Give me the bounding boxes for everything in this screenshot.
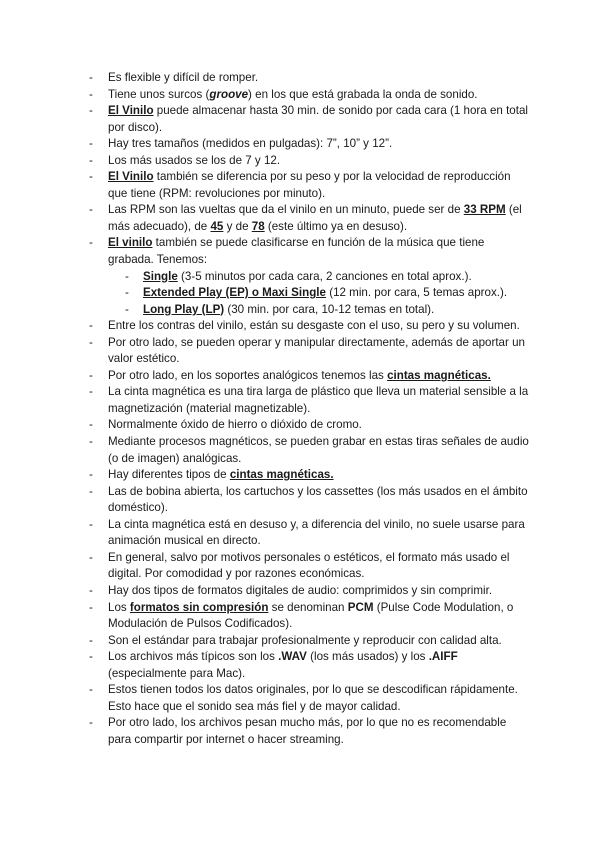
list-item [89, 633, 529, 650]
emphasized-text: groove [209, 87, 249, 101]
list-item [89, 583, 529, 600]
body-text: ) en los que está grabada la onda de sonido. [248, 87, 478, 101]
body-text: (este último ya en desuso). [264, 219, 408, 233]
body-text: En general, salvo por motivos personales o estéticos, el formato más usado el digital. Por comodidad y por razones económicas. [108, 550, 510, 581]
body-text: Son el estándar para trabajar profesionalmente y reproducir con calidad alta. [108, 633, 502, 647]
sub-list-item [89, 285, 529, 302]
body-text: también se diferencia por su peso y por la velocidad de reproducción que tiene (RPM: revoluciones por minuto). [108, 170, 511, 200]
list-item [89, 434, 529, 467]
emphasized-text: .WAV [278, 650, 307, 664]
list-item [89, 484, 529, 517]
bullet-list [89, 70, 529, 748]
body-text: Por otro lado, los archivos pesan mucho más, por lo que no es recomendable para compartir por internet o hacer streaming. [108, 716, 507, 746]
emphasized-text: Long Play (LP) [143, 302, 225, 316]
body-text: (los más usados) y los [306, 650, 429, 664]
emphasized-text: 33 RPM [463, 203, 506, 217]
body-text: (3-5 minutos por cada cara, 2 canciones en total aprox.). [177, 269, 472, 283]
emphasized-text: Single [143, 269, 178, 283]
body-text: Las de bobina abierta, los cartuchos y los cassettes (los más usados en el ámbito doméstico). [108, 484, 528, 515]
body-text: Hay diferentes tipos de [108, 468, 230, 482]
body-text: Los más usados se los de 7 y 12. [108, 153, 281, 167]
emphasized-text: El Vinilo [108, 170, 154, 184]
emphasized-text: Extended Play (EP) o Maxi Single [143, 286, 326, 300]
body-text: Los [108, 600, 130, 614]
body-text: (especialmente para Mac). [108, 666, 246, 680]
body-text: puede almacenar hasta 30 min. de sonido por cada cara (1 hora en total por disco). [108, 104, 528, 134]
list-item [89, 600, 529, 633]
body-text: Por otro lado, en los soportes analógicos tenemos las [108, 368, 388, 382]
list-item [89, 335, 529, 368]
list-item [89, 70, 529, 87]
list-item [89, 368, 529, 385]
emphasized-text: formatos sin compresión [129, 600, 269, 614]
list-item [89, 103, 529, 136]
list-item [89, 417, 529, 434]
list-item [89, 202, 529, 235]
body-text: Los archivos más típicos son los [108, 650, 279, 664]
sub-list-item [89, 269, 529, 286]
body-text: también se puede clasificarse en función de la música que tiene grabada. Tenemos: [108, 236, 485, 267]
list-item [89, 682, 529, 715]
list-item [89, 235, 529, 268]
body-text: La cinta magnética es una tira larga de plástico que lleva un material sensible a la magnetización (material magnetizable). [108, 385, 529, 415]
emphasized-text: 78 [251, 219, 265, 233]
list-item [89, 153, 529, 170]
emphasized-text: .AIFF [428, 650, 458, 664]
body-text: y de [223, 219, 252, 233]
list-item [89, 715, 529, 748]
body-text: Entre los contras del vinilo, están su desgaste con el uso, su pero y su volumen. [108, 319, 520, 333]
body-text: Por otro lado, se pueden operar y manipular directamente, además de aportar un valor estético. [108, 335, 525, 366]
body-text: Hay dos tipos de formatos digitales de audio: comprimidos y sin comprimir. [108, 583, 493, 597]
emphasized-text: 45 [210, 219, 224, 233]
emphasized-text: cintas magnéticas. [387, 368, 491, 382]
sub-list-item [89, 302, 529, 319]
body-text: Es flexible y difícil de romper. [108, 71, 259, 84]
list-item [89, 87, 529, 104]
body-text: (30 min. por cara, 10-12 temas en total). [224, 302, 435, 316]
body-text: Normalmente óxido de hierro o dióxido de cromo. [108, 418, 362, 432]
list-item [89, 550, 529, 583]
list-item [89, 136, 529, 153]
list-item [89, 318, 529, 335]
list-item [89, 517, 529, 550]
body-text: Mediante procesos magnéticos, se pueden grabar en estas tiras señales de audio (o de imagen) analógicas. [108, 435, 529, 465]
body-text: se denominan [268, 600, 348, 614]
emphasized-text: El vinilo [108, 236, 153, 250]
body-text: Estos tienen todos los datos originales, por lo que se descodifican rápidamente. Esto hace que el sonido sea más fiel y de mayor calidad. [108, 683, 518, 713]
list-item [89, 384, 529, 417]
body-text: La cinta magnética está en desuso y, a diferencia del vinilo, no suele usarse para animación musical en directo. [108, 517, 525, 548]
body-text: (12 min. por cara, 5 temas aprox.). [325, 286, 508, 300]
emphasized-text: PCM [347, 600, 374, 614]
body-text: Hay tres tamaños (medidos en pulgadas): 7”, 10” y 12”. [108, 137, 393, 151]
list-item [89, 467, 529, 484]
emphasized-text: El Vinilo [108, 104, 154, 118]
emphasized-text: cintas magnéticas. [229, 468, 334, 482]
list-item [89, 169, 529, 202]
body-text: Tiene unos surcos ( [108, 87, 210, 101]
body-text: (Pulse Code Modulation, o Modulación de Pulsos Codificados). [108, 600, 514, 631]
body-text: (el más adecuado), de [108, 203, 522, 233]
list-item [89, 649, 529, 682]
body-text: Las RPM son las vueltas que da el vinilo en un minuto, puede ser de [108, 203, 464, 217]
